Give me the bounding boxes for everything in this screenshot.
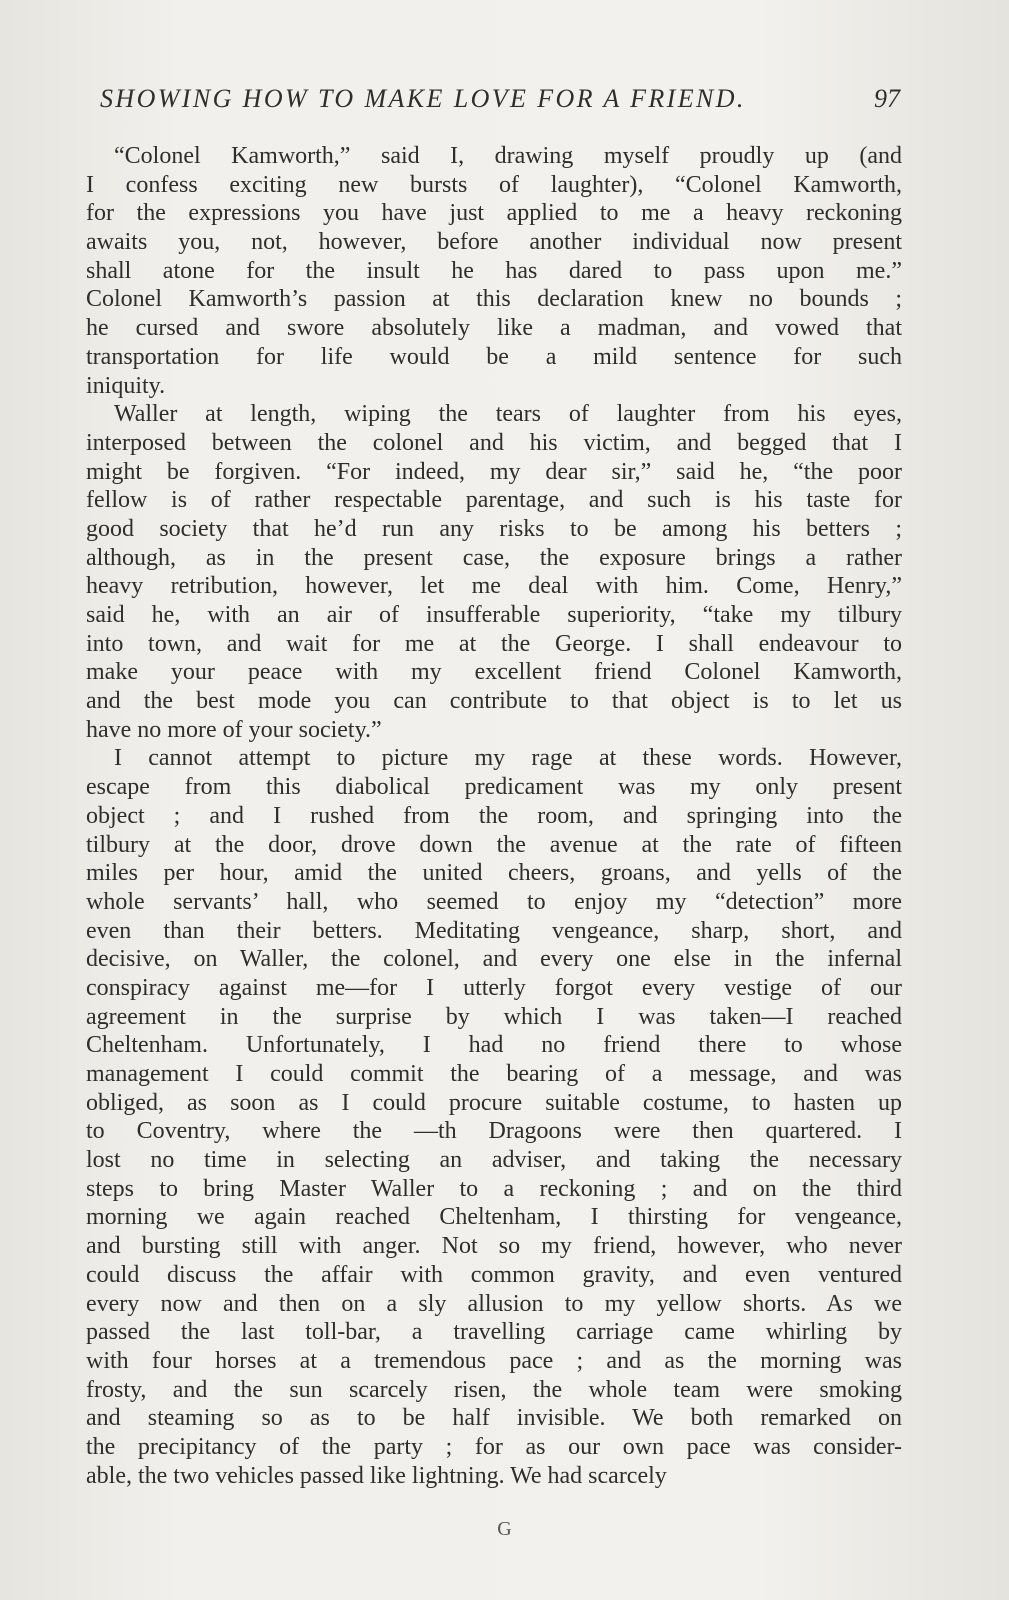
- text-line: frosty, and the sun scarcely risen, the whole team were smoking: [86, 1376, 902, 1403]
- text-line: iniquity.: [86, 372, 166, 399]
- text-line: passed the last toll-bar, a travelling carriage came whirling by: [86, 1319, 902, 1346]
- text-line: steps to bring Master Waller to a reckoning ; and on the third: [86, 1175, 902, 1202]
- body-text: [86, 142, 902, 1490]
- text-line: have no more of your society.”: [86, 716, 382, 743]
- text-line: able, the two vehicles passed like lightning. We had scarcely: [86, 1462, 667, 1489]
- text-line: every now and then on a sly allusion to my yellow shorts. As we: [86, 1290, 902, 1317]
- text-line: heavy retribution, however, let me deal with him. Come, Henry,”: [86, 573, 902, 600]
- text-line: Colonel Kamworth’s passion at this declaration knew no bounds ;: [86, 286, 902, 313]
- text-line: make your peace with my excellent friend Colonel Kamworth,: [86, 659, 902, 686]
- text-line: to Coventry, where the —th Dragoons were then quartered. I: [86, 1118, 902, 1145]
- text-line: tilbury at the door, drove down the avenue at the rate of fifteen: [86, 831, 902, 858]
- paragraph: [86, 744, 902, 1490]
- text-line: although, as in the present case, the exposure brings a rather: [86, 544, 902, 571]
- text-line: “Colonel Kamworth,” said I, drawing myself proudly up (and: [114, 143, 902, 169]
- text-line: shall atone for the insult he has dared to pass upon me.”: [86, 257, 902, 284]
- text-line: could discuss the affair with common gravity, and even ventured: [86, 1261, 902, 1288]
- text-line: and bursting still with anger. Not so my friend, however, who never: [86, 1233, 902, 1260]
- text-line: I cannot attempt to picture my rage at these words. However,: [114, 745, 902, 772]
- text-line: management I could commit the bearing of a message, and was: [86, 1061, 902, 1087]
- text-line: fellow is of rather respectable parentage, and such is his taste for: [86, 487, 902, 514]
- text-line: obliged, as soon as I could procure suitable costume, to hasten up: [86, 1089, 902, 1116]
- text-line: awaits you, not, however, before another individual now present: [86, 229, 902, 256]
- text-line: morning we again reached Cheltenham, I thirsting for vengeance,: [86, 1204, 902, 1231]
- text-line: conspiracy against me—for I utterly forgot every vestige of our: [86, 974, 902, 1001]
- text-line: I confess exciting new bursts of laughter), “Colonel Kamworth,: [86, 171, 902, 198]
- text-line: agreement in the surprise by which I was taken—I reached: [86, 1003, 902, 1030]
- paragraph: [86, 142, 902, 400]
- text-line: interposed between the colonel and his victim, and begged that I: [86, 429, 902, 456]
- text-line: the precipitancy of the party ; for as our own pace was consider-: [86, 1433, 902, 1460]
- signature-mark: G: [497, 1518, 512, 1540]
- text-line: for the expressions you have just applied to me a heavy reckoning: [86, 200, 902, 227]
- text-line: escape from this diabolical predicament was my only present: [86, 774, 902, 801]
- text-line: object ; and I rushed from the room, and springing into the: [86, 802, 902, 829]
- text-line: into town, and wait for me at the George. I shall endeavour to: [86, 630, 902, 657]
- text-line: and steaming so as to be half invisible. We both remarked on: [86, 1405, 902, 1432]
- text-line: Cheltenham. Unfortunately, I had no friend there to whose: [86, 1032, 902, 1059]
- text-line: lost no time in selecting an adviser, and taking the necessary: [86, 1147, 902, 1174]
- text-line: good society that he’d run any risks to be among his betters ;: [86, 515, 902, 542]
- text-line: miles per hour, amid the united cheers, groans, and yells of the: [86, 860, 902, 887]
- text-line: he cursed and swore absolutely like a madman, and vowed that: [86, 315, 902, 342]
- text-line: with four horses at a tremendous pace ; and as the morning was: [86, 1347, 902, 1374]
- text-line: said he, with an air of insufferable superiority, “take my tilbury: [86, 602, 902, 628]
- text-line: Waller at length, wiping the tears of laughter from his eyes,: [114, 401, 902, 428]
- running-title: SHOWING HOW TO MAKE LOVE FOR A FRIEND.: [100, 84, 746, 113]
- page-header: [100, 84, 900, 120]
- text-line: transportation for life would be a mild sentence for such: [86, 343, 902, 370]
- text-line: might be forgiven. “For indeed, my dear sir,” said he, “the poor: [86, 458, 902, 485]
- text-line: even than their betters. Meditating vengeance, sharp, short, and: [86, 917, 902, 944]
- page-number: 97: [874, 84, 900, 113]
- text-line: decisive, on Waller, the colonel, and every one else in the infernal: [86, 946, 902, 973]
- paragraph: [86, 400, 902, 744]
- text-line: and the best mode you can contribute to that object is to let us: [86, 688, 902, 715]
- text-line: whole servants’ hall, who seemed to enjoy my “detection” more: [86, 888, 902, 915]
